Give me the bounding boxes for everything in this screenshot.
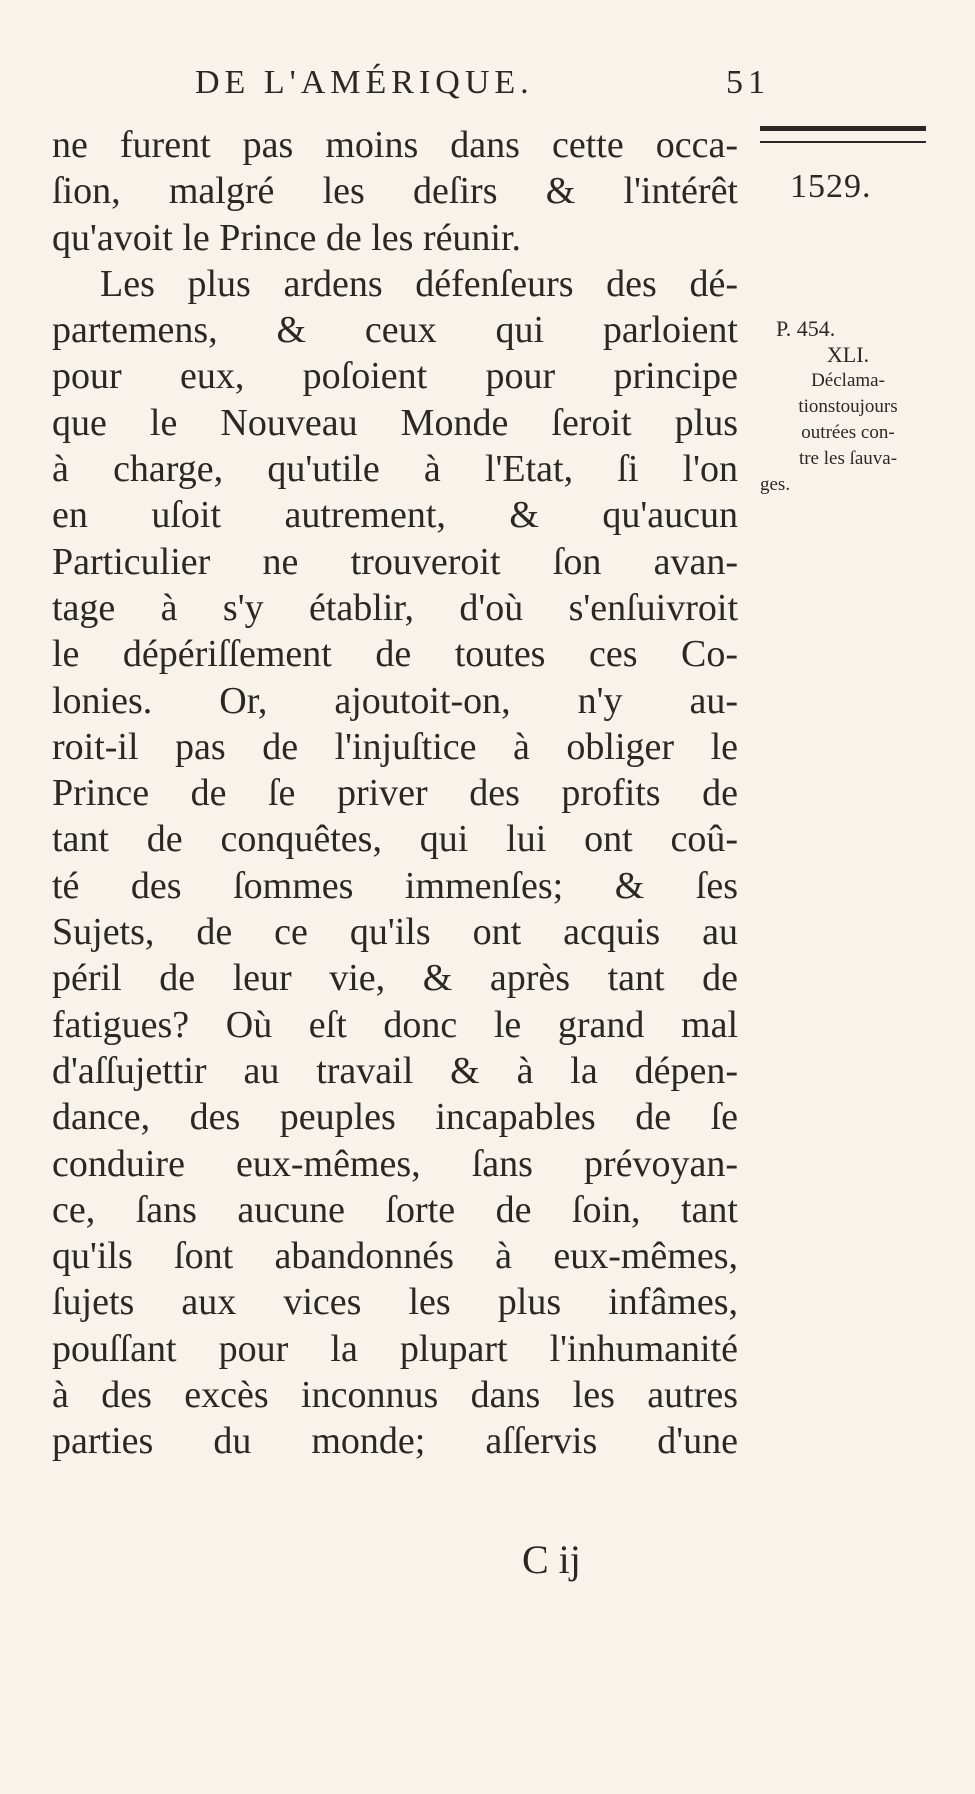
margin-year: 1529. xyxy=(790,168,872,205)
body-line: à des excès inconnus dans les autres xyxy=(52,1374,738,1417)
body-line: tage à s'y établir, d'où s'enſuivroit xyxy=(52,586,738,629)
body-line: Particulier ne trouveroit ſon avan- xyxy=(52,540,738,583)
margin-rule-thin xyxy=(760,141,926,143)
body-line: que le Nouveau Monde ſeroit plus xyxy=(52,401,738,444)
body-line: Sujets, de ce qu'ils ont acquis au xyxy=(52,911,738,954)
margin-note-line: outrées con- xyxy=(801,422,895,443)
margin-section-number: XLI. xyxy=(826,342,870,367)
body-line: parties du monde; aſſervis d'une xyxy=(52,1420,738,1463)
body-line: ſujets aux vices les plus infâmes, xyxy=(52,1281,738,1324)
body-line: tant de conquêtes, qui lui ont coû- xyxy=(52,818,738,861)
signature-mark: C ij xyxy=(522,1537,581,1582)
body-line: roit-il pas de l'injuſtice à obliger le xyxy=(52,725,738,768)
body-line: conduire eux-mêmes, ſans prévoyan- xyxy=(52,1142,738,1185)
body-line: Les plus ardens défenſeurs des dé- xyxy=(100,262,738,305)
body-line: Prince de ſe priver des profits de xyxy=(52,772,738,815)
margin-rule-thick xyxy=(760,126,926,131)
margin-note xyxy=(760,316,936,498)
body-line: d'aſſujettir au travail & à la dépen- xyxy=(52,1049,738,1092)
body-line: péril de leur vie, & après tant de xyxy=(52,957,738,1000)
margin-page-reference: P. 454. xyxy=(776,316,836,341)
body-line: qu'avoit le Prince de les réunir. xyxy=(52,216,522,259)
body-line: té des ſommes immenſes; & ſes xyxy=(52,864,738,907)
body-line: dance, des peuples incapables de ſe xyxy=(52,1096,738,1139)
body-line: pour eux, poſoient pour principe xyxy=(52,355,738,398)
body-line: à charge, qu'utile à l'Etat, ſi l'on xyxy=(52,448,738,491)
body-line: qu'ils ſont abandonnés à eux-mêmes, xyxy=(52,1235,738,1278)
body-line: ne furent pas moins dans cette occa- xyxy=(52,124,738,166)
margin-note-line: ges. xyxy=(760,474,791,495)
margin-note-line: tre les ſauva- xyxy=(798,448,898,469)
body-line: partemens, & ceux qui parloient xyxy=(52,309,738,352)
body-line: lonies. Or, ajoutoit-on, n'y au- xyxy=(52,679,738,722)
margin-note-line: tionstoujours xyxy=(798,396,898,417)
body-line: en uſoit autrement, & qu'aucun xyxy=(52,494,738,537)
margin-note-line: Déclama- xyxy=(811,370,885,391)
body-line: ſion, malgré les deſirs & l'intérêt xyxy=(52,170,738,213)
body-line: le dépériſſement de toutes ces Co- xyxy=(52,633,738,676)
body-line: fatigues? Où eſt donc le grand mal xyxy=(52,1003,738,1046)
body-line: ce, ſans aucune ſorte de ſoin, tant xyxy=(52,1188,738,1231)
running-head xyxy=(195,64,770,102)
body-line: pouſſant pour la plupart l'inhumanité xyxy=(52,1327,738,1370)
body-text xyxy=(52,122,738,1465)
margin-rule xyxy=(760,126,926,148)
page-number: 51 xyxy=(726,64,770,101)
running-head-title: DE L'AMÉRIQUE. xyxy=(195,64,534,101)
